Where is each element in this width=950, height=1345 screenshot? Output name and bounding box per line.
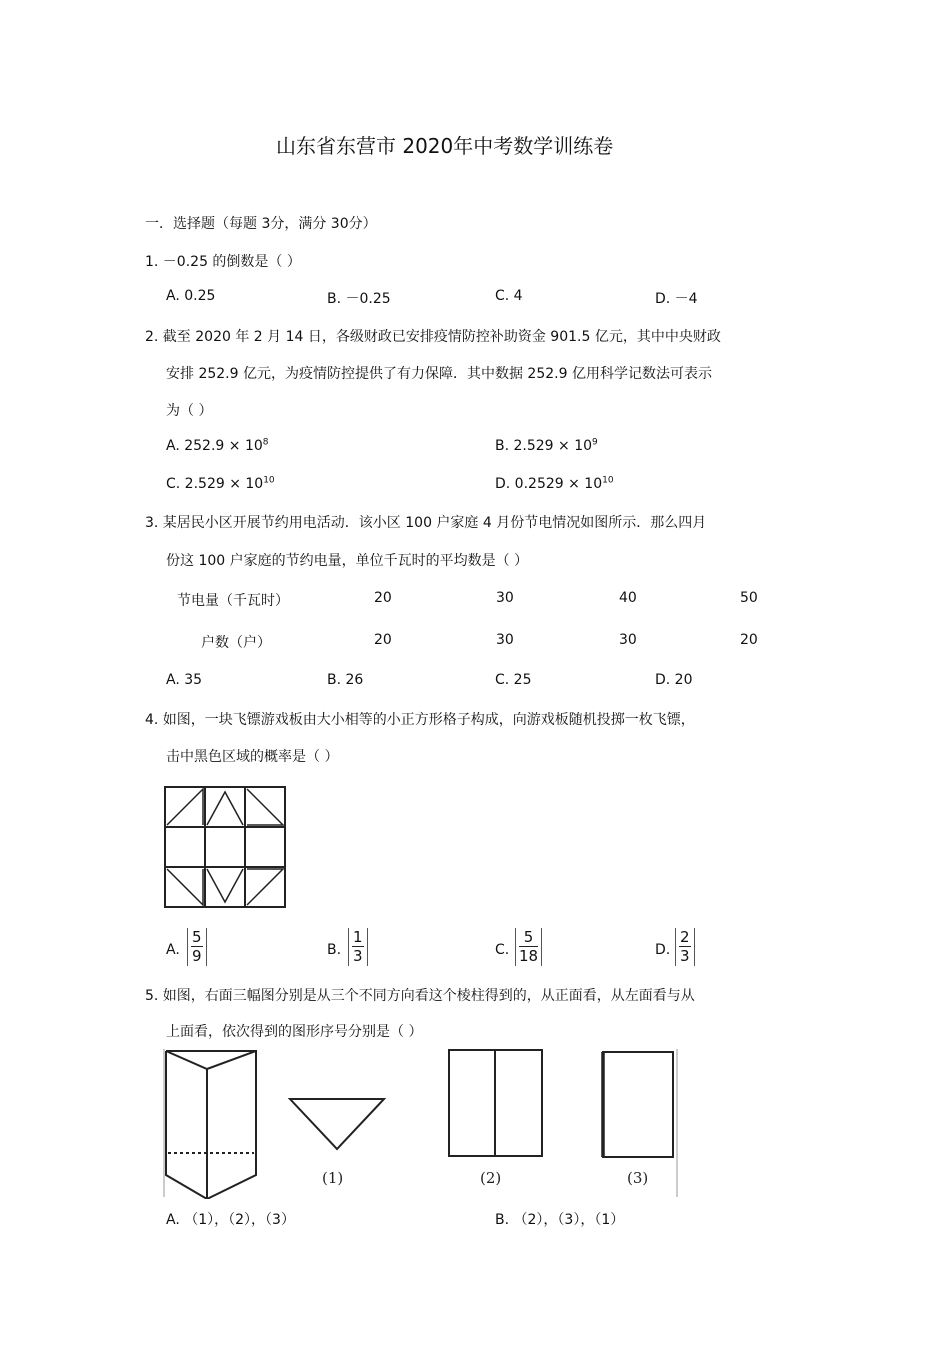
q3-option-b[interactable]: B. 26	[327, 672, 364, 688]
question-1-stem: 1. －0.25 的倒数是（ ）	[145, 254, 301, 270]
view-1-triangle	[290, 1099, 384, 1149]
q1-option-d[interactable]: D. －4	[655, 291, 698, 307]
q4-option-b-label[interactable]: B.	[327, 942, 342, 958]
fig-label-2: (2)	[480, 1169, 502, 1187]
q3-option-c[interactable]: C. 25	[495, 672, 532, 688]
table-row-1-head: 节电量（千瓦时）	[177, 593, 289, 609]
table-cell: 20	[740, 632, 758, 648]
question-5-line-2: 上面看，依次得到的图形序号分别是（ ）	[166, 1024, 423, 1040]
question-2-line-2: 安排 252.9 亿元，为疫情防控提供了有力保障．其中数据 252.9 亿用科学记数法可表示	[166, 366, 712, 382]
q5-option-a[interactable]: A. （1），（2），（3）	[166, 1212, 295, 1228]
q2-option-b[interactable]: B. $2.529 \times 10^9$	[495, 437, 598, 454]
q1-option-a[interactable]: A. 0.25	[166, 288, 216, 304]
q2-option-d[interactable]: D. $0.2529 \times 10^{10}$	[495, 475, 614, 492]
q1-option-b[interactable]: B. －0.25	[327, 291, 391, 307]
question-3-line-1: 3. 某居民小区开展节约用电活动．该小区 100 户家庭 4 月份节电情况如图所示．那么四月	[145, 515, 707, 531]
table-cell: 30	[496, 632, 514, 648]
q4-option-a-fraction[interactable]: $\frac{5}{9}$	[187, 928, 207, 966]
question-2-line-3: 为（ ）	[166, 403, 213, 419]
q4-option-b-fraction[interactable]: $\frac{1}{3}$	[348, 928, 368, 966]
table-cell: 50	[740, 590, 758, 606]
q3-option-a[interactable]: A. 35	[166, 672, 203, 688]
prism-views-figure	[162, 1047, 680, 1199]
q1-option-c[interactable]: C. 4	[495, 288, 523, 304]
q2-option-a[interactable]: A. $252.9 \times 10^8$	[166, 437, 269, 454]
question-4-line-1: 4. 如图，一块飞镖游戏板由大小相等的小正方形格子构成，向游戏板随机投掷一枚飞镖，	[145, 712, 695, 728]
table-cell: 20	[374, 632, 392, 648]
q3-option-d[interactable]: D. 20	[655, 672, 693, 688]
q4-option-d-label[interactable]: D.	[655, 942, 671, 958]
question-5-line-1: 5. 如图，右面三幅图分别是从三个不同方向看这个棱柱得到的，从正面看，从左面看与从	[145, 988, 695, 1004]
question-2-line-1: 2. 截至 2020 年 2 月 14 日，各级财政已安排疫情防控补助资金 901.5 亿元，其中中央财政	[145, 329, 721, 345]
table-cell: 20	[374, 590, 392, 606]
table-row-2-head: 户数（户）	[201, 635, 271, 651]
page-title: 山东省东营市 2020年中考数学训练卷	[276, 134, 614, 158]
q4-option-a-label[interactable]: A.	[166, 942, 180, 958]
fig-label-1: (1)	[322, 1169, 344, 1187]
question-3-line-2: 份这 100 户家庭的节约电量，单位千瓦时的平均数是（ ）	[166, 553, 529, 569]
prism-solid	[166, 1051, 256, 1199]
q5-option-b[interactable]: B. （2），（3），（1）	[495, 1212, 625, 1228]
q4-option-d-fraction[interactable]: $\frac{2}{3}$	[675, 928, 695, 966]
q4-option-c-label[interactable]: C.	[495, 942, 510, 958]
q4-option-c-fraction[interactable]: $\frac{5}{18}$	[515, 928, 542, 966]
table-cell: 30	[619, 632, 637, 648]
question-4-line-2: 击中黑色区域的概率是（ ）	[166, 749, 339, 765]
q2-option-c[interactable]: C. $2.529 \times 10^{10}$	[166, 475, 275, 492]
table-cell: 40	[619, 590, 637, 606]
fig-label-3: (3)	[627, 1169, 649, 1187]
section-heading: 一．选择题（每题 3分，满分 30分）	[145, 216, 377, 232]
dart-board-figure	[162, 784, 290, 912]
view-3-rect	[603, 1052, 673, 1157]
table-cell: 30	[496, 590, 514, 606]
